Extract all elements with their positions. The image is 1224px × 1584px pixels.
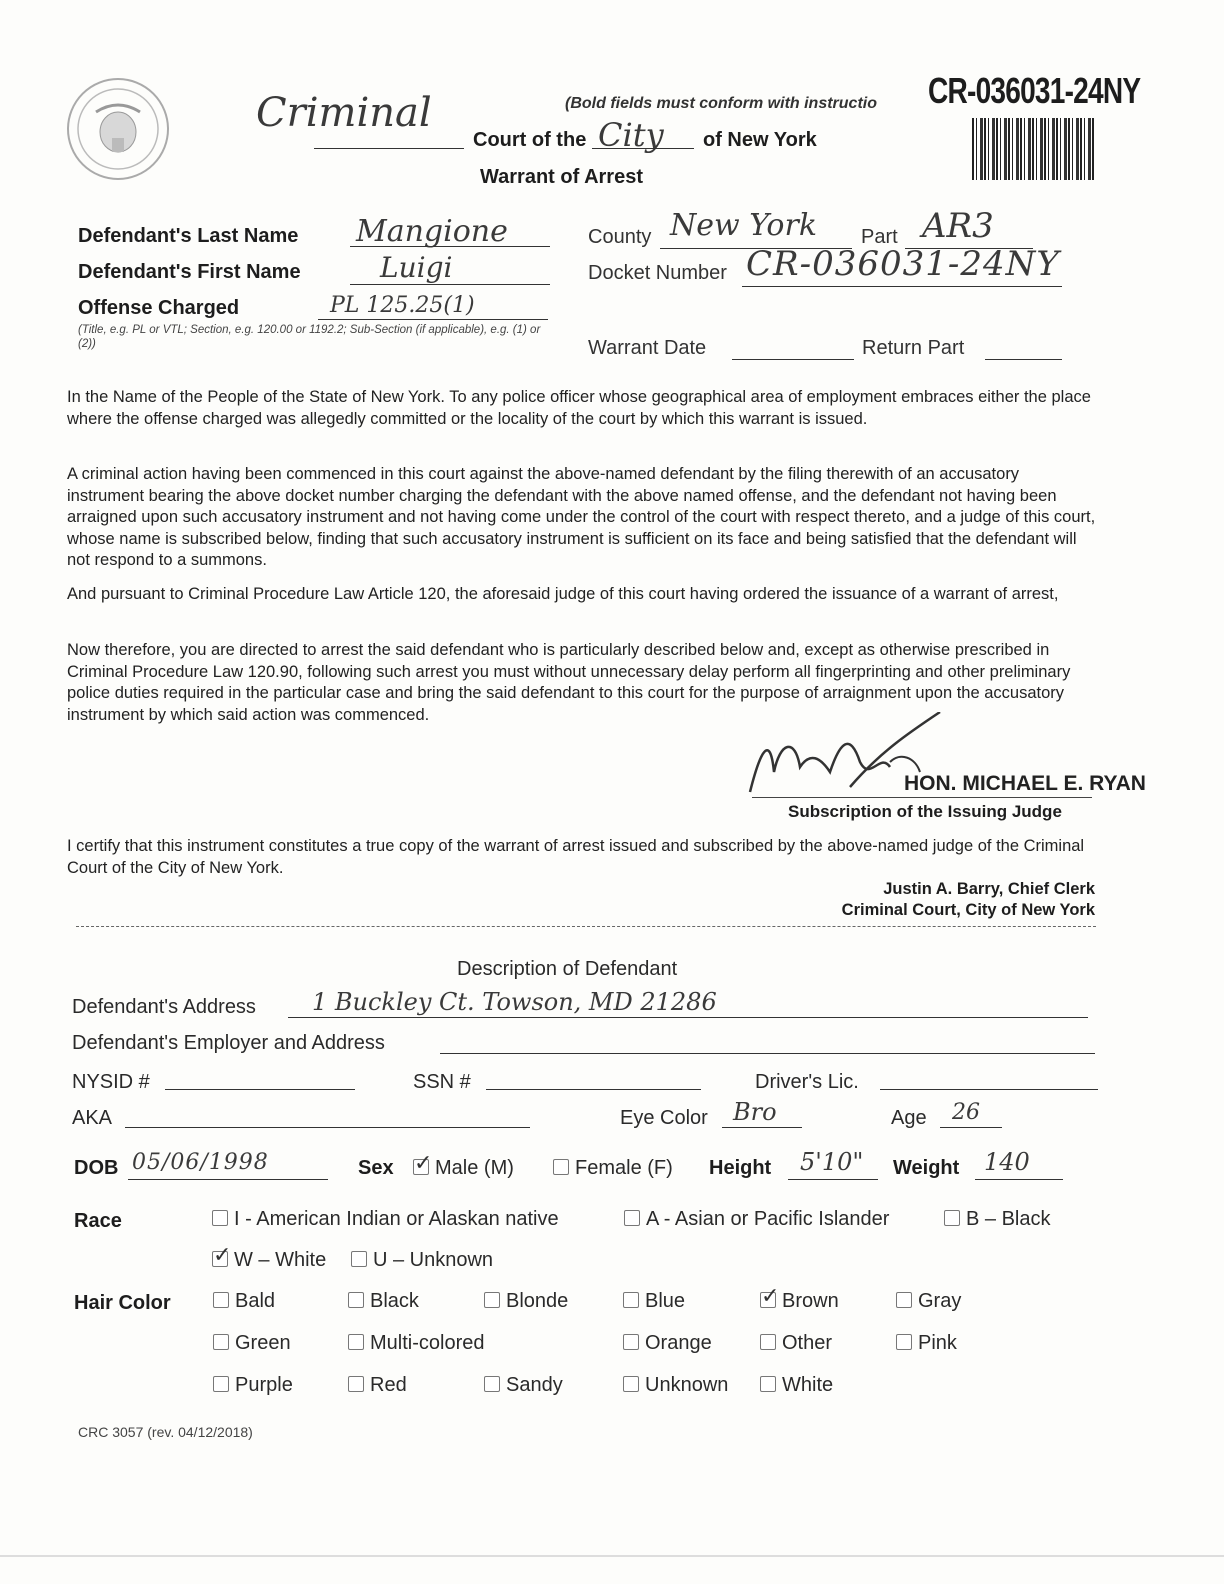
last-name-label: Defendant's Last Name — [78, 225, 299, 247]
race-option-u[interactable] — [351, 1249, 493, 1272]
race-checkbox-u[interactable] — [351, 1251, 367, 1267]
height-value: 5'10" — [800, 1148, 864, 1176]
scan-edge — [0, 1555, 1224, 1557]
age-value: 26 — [952, 1100, 980, 1125]
race-option-a[interactable] — [624, 1208, 889, 1231]
certification-text: I certify that this instrument constitutes a true copy of the warrant of arrest issued and subscribed by the above-named judge of the Criminal Court of the City of New York. — [67, 837, 1085, 877]
nysid-label: NYSID # — [72, 1071, 150, 1093]
race-option-w[interactable] — [212, 1249, 326, 1272]
offense-hint: (Title, e.g. PL or VTL; Section, e.g. 120.00 or 1192.2; Sub-Section (if applicable), e.g. (1) or (2)) — [78, 324, 541, 350]
hair-text-multicolored: Multi-colored — [370, 1332, 485, 1354]
county-label: County — [588, 226, 652, 248]
hair-text-purple: Purple — [235, 1374, 293, 1396]
hair-text-pink: Pink — [918, 1332, 957, 1354]
hair-checkbox-red[interactable] — [348, 1376, 364, 1392]
hair-option-sandy[interactable] — [484, 1374, 563, 1397]
warrant-title: Warrant of Arrest — [480, 166, 643, 188]
race-text-w: W – White — [234, 1249, 327, 1271]
docket-label: Docket Number — [588, 262, 727, 284]
race-text-a: A - Asian or Pacific Islander — [646, 1208, 890, 1230]
race-text-u: U – Unknown — [373, 1249, 494, 1271]
of-new-york-label: of New York — [703, 129, 817, 151]
sex-female-checkbox[interactable] — [553, 1159, 569, 1175]
hair-text-unknown: Unknown — [645, 1374, 729, 1396]
address-value: 1 Buckley Ct. Towson, MD 21286 — [312, 988, 717, 1016]
dob-label: DOB — [74, 1157, 119, 1179]
sex-female-text: Female (F) — [575, 1157, 673, 1179]
description-title: Description of Defendant — [457, 958, 678, 980]
hair-checkbox-other[interactable] — [760, 1334, 776, 1350]
height-label: Height — [709, 1157, 772, 1179]
paragraph-3: And pursuant to Criminal Procedure Law Article 120, the aforesaid judge of this court having ordered the issuance of a warrant of arrest, — [67, 585, 1059, 603]
hair-checkbox-brown[interactable] — [760, 1292, 776, 1308]
hair-option-red[interactable] — [348, 1374, 407, 1397]
part-value: AR3 — [922, 206, 994, 246]
hair-text-white: White — [782, 1374, 834, 1396]
hair-text-gray: Gray — [918, 1290, 962, 1312]
hair-checkbox-unknown[interactable] — [623, 1376, 639, 1392]
hair-text-brown: Brown — [782, 1290, 839, 1312]
race-checkbox-b[interactable] — [944, 1210, 960, 1226]
instruction-note: (Bold fields must conform with instructio — [565, 95, 877, 112]
offense-value: PL 125.25(1) — [330, 293, 475, 318]
hair-text-sandy: Sandy — [506, 1374, 563, 1396]
race-label: Race — [74, 1210, 122, 1232]
state-seal — [66, 76, 170, 182]
hair-text-blue: Blue — [645, 1290, 686, 1312]
first-name-value: Luigi — [380, 251, 453, 284]
hair-option-purple[interactable] — [213, 1374, 293, 1397]
hair-checkbox-sandy[interactable] — [484, 1376, 500, 1392]
hair-option-pink[interactable] — [896, 1332, 957, 1355]
city-handwritten: City — [598, 116, 664, 154]
hair-checkbox-gray[interactable] — [896, 1292, 912, 1308]
paragraph-4: Now therefore, you are directed to arrest the said defendant who is particularly described below and, except as otherwise prescribed in Criminal Procedure Law 120.90, following such arrest you must without unnecessary delay perform all fingerprinting and other preliminary police duties required in the particular case and bring the said defendant to this court for the purpose of arraignment upon the accusatory instrument by which said action was commenced. — [67, 641, 1071, 724]
ssn-label: SSN # — [413, 1071, 471, 1093]
weight-label: Weight — [893, 1157, 960, 1179]
hair-checkbox-blonde[interactable] — [484, 1292, 500, 1308]
return-part-label: Return Part — [862, 337, 965, 359]
court-of-the-label: Court of the — [473, 129, 587, 151]
hair-option-blonde[interactable] — [484, 1290, 568, 1313]
dob-value: 05/06/1998 — [132, 1150, 269, 1175]
hair-option-white[interactable] — [760, 1374, 833, 1397]
docket-value: CR-036031-24NY — [746, 244, 1060, 284]
barcode — [972, 118, 1094, 180]
hair-option-unknown[interactable] — [623, 1374, 728, 1397]
hair-option-black[interactable] — [348, 1290, 419, 1313]
sex-label: Sex — [358, 1157, 394, 1179]
hair-option-multicolored[interactable] — [348, 1332, 484, 1355]
race-checkbox-w[interactable] — [212, 1251, 228, 1267]
form-id: CRC 3057 (rev. 04/12/2018) — [78, 1424, 253, 1440]
hair-text-other: Other — [782, 1332, 833, 1354]
hair-text-red: Red — [370, 1374, 407, 1396]
hair-option-gray[interactable] — [896, 1290, 961, 1313]
court-name-handwritten: Criminal — [256, 90, 432, 136]
hair-checkbox-black[interactable] — [348, 1292, 364, 1308]
sex-male-checkbox[interactable] — [413, 1159, 429, 1175]
judge-caption: Subscription of the Issuing Judge — [788, 802, 1062, 821]
race-text-b: B – Black — [966, 1208, 1051, 1230]
aka-label: AKA — [72, 1107, 113, 1129]
offense-label: Offense Charged — [78, 297, 240, 319]
first-name-label: Defendant's First Name — [78, 261, 301, 283]
hair-text-green: Green — [235, 1332, 291, 1354]
sex-male-text: Male (M) — [435, 1157, 514, 1179]
hair-checkbox-orange[interactable] — [623, 1334, 639, 1350]
hair-option-bald[interactable] — [213, 1290, 275, 1313]
paragraph-2: A criminal action having been commenced in this court against the above-named defendant by the filing therewith of an accusatory instrument bearing the above docket number charging the defendant with the above named offense, and the defendant not having been arraigned upon such accusatory instrument and not having come under the control of the court with respect thereto, and a judge of this court, whose name is subscribed below, finding that such accusatory instrument is sufficient on its face and being satisfied that the defendant will not respond to a summons. — [67, 465, 1096, 569]
part-label: Part — [861, 226, 898, 248]
hair-label: Hair Color — [74, 1292, 171, 1314]
last-name-value: Mangione — [356, 214, 508, 249]
sex-male-option[interactable] — [413, 1157, 514, 1180]
hair-text-orange: Orange — [645, 1332, 712, 1354]
judge-name: HON. MICHAEL E. RYAN — [904, 772, 1146, 795]
hair-checkbox-green[interactable] — [213, 1334, 229, 1350]
hair-checkbox-bald[interactable] — [213, 1292, 229, 1308]
address-label: Defendant's Address — [72, 996, 256, 1018]
hair-checkbox-multicolored[interactable] — [348, 1334, 364, 1350]
hair-option-orange[interactable] — [623, 1332, 712, 1355]
hair-text-bald: Bald — [235, 1290, 276, 1312]
hair-option-green[interactable] — [213, 1332, 291, 1355]
race-checkbox-i[interactable] — [212, 1210, 228, 1226]
hair-checkbox-blue[interactable] — [623, 1292, 639, 1308]
clerk-name: Justin A. Barry, Chief Clerk — [883, 880, 1095, 898]
race-option-i[interactable] — [212, 1208, 559, 1231]
eye-color-value: Bro — [733, 1098, 777, 1126]
race-text-i: I - American Indian or Alaskan native — [234, 1208, 559, 1230]
employer-label: Defendant's Employer and Address — [72, 1032, 385, 1054]
county-value: New York — [670, 208, 817, 243]
hair-checkbox-pink[interactable] — [896, 1334, 912, 1350]
clerk-office: Criminal Court, City of New York — [841, 901, 1095, 919]
hair-option-blue[interactable] — [623, 1290, 685, 1313]
hair-text-blonde: Blonde — [506, 1290, 569, 1312]
hair-option-other[interactable] — [760, 1332, 832, 1355]
weight-value: 140 — [984, 1148, 1030, 1176]
race-checkbox-a[interactable] — [624, 1210, 640, 1226]
hair-text-black: Black — [370, 1290, 419, 1312]
warrant-date-label: Warrant Date — [588, 337, 707, 359]
case-stamp: CR-036031-24NY — [928, 70, 1141, 111]
dashed-divider — [76, 926, 1096, 927]
hair-checkbox-purple[interactable] — [213, 1376, 229, 1392]
age-label: Age — [891, 1107, 927, 1129]
eye-color-label: Eye Color — [620, 1107, 708, 1129]
hair-option-brown[interactable] — [760, 1290, 839, 1313]
hair-checkbox-white[interactable] — [760, 1376, 776, 1392]
drivers-lic-label: Driver's Lic. — [755, 1071, 859, 1093]
sex-female-option[interactable] — [553, 1157, 673, 1180]
race-option-b[interactable] — [944, 1208, 1050, 1231]
paragraph-1: In the Name of the People of the State of New York. To any police officer whose geographical area of employment embraces either the place where the offense charged was allegedly committed or the locality of the court by which this warrant is issued. — [67, 388, 1091, 428]
